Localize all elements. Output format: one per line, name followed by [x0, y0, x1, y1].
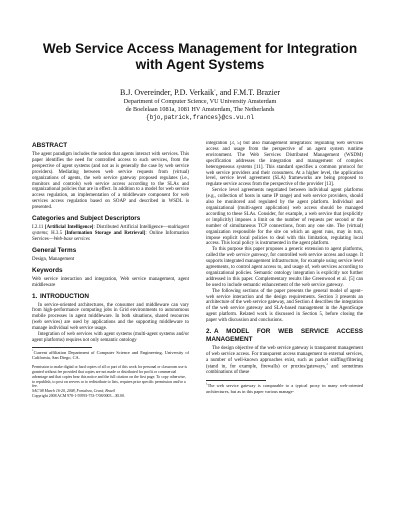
general-terms-heading: General Terms	[32, 246, 77, 254]
sec2-p-start: The design objective of the web service gateway is transparent management of web service access. For transparent access management to external services, a number of well-known approaches exist, such as packet sniffing/filtering (stand in, for example, firewalls) or proxies/gateways,	[206, 346, 363, 370]
intro-paragraph-3: integration [3, 5] but also management integration: regulating web services access and usage from the perspective of an agent system runtime environment. The Web Services Distributed Management (WSDM) specification addresses the integration and management of complex heterogeneous systems [11]. This standard specifies a common protocol for web service providers and their consumers. At a higher level, the application level, service level agreement (SLA) frameworks are being proposed to regulate service access from the perspective of the provider [13].	[206, 141, 363, 188]
intro-paragraph-2: Integration of web services with agent systems (multi-agent systems and/or agent platforms) requires not only semantic ontology	[32, 332, 189, 343]
abstract-heading: ABSTRACT	[32, 142, 68, 149]
keywords-text: Web service interaction and integration, Web service management, agent middleware	[32, 276, 189, 288]
section-2-title: A MODEL FOR WEB SERVICE ACCESS MANAGEMENT	[206, 328, 363, 344]
intro-p5-term: web service gateway	[226, 253, 268, 259]
cat-name-1: [Artificial Intelligence]	[44, 225, 94, 231]
author-footnote-text: Current affiliation Department of Computer Science and Engineering, University of California, San Diego, CA.	[32, 349, 189, 361]
footnote-1	[206, 383, 363, 394]
intro-paragraph-6: The following sections of the paper presents the general model of agent–web service interaction and the design requirements. Section 3 presents an architecture of the web service gateway, and Section 4 describes the integration of the web service gateway and SLA-based management in the AgentScape agent platform. Related work is discussed in Section 5, before closing the paper with discussion and conclusions.	[206, 288, 363, 324]
intro-paragraph-4: Service level agreements negotiated between individual agent platforms (e.g., collection of hosts in same IP range) and web service providers, should also be monitored and regulated by the agent platform. Individual and organizational (multi-agent application) web access should be managed according to these SLAs. Consider, for example, a web service that (explicitly or implicitly) imposes a limit on the number of requests per second or the number of simultaneous TCP connections, from any one site. The (virtual) organization responsible for the site on which an agent runs, may in turn, impose explicit local policies to deal with this limitation, regulating local access. This local policy is instrumented in the agent platform.	[206, 188, 363, 247]
author-footnote-mark: *	[214, 88, 216, 93]
footnote-1-number: 1	[206, 381, 208, 386]
cat-sub-1: multiagent systems	[32, 225, 189, 236]
affiliation-address: de Boelelaan 1081a, 1081 HV Amsterdam, The Netherlands	[125, 105, 275, 113]
author-footnote-mark-2: *	[32, 348, 34, 353]
copyright-venue: SAC'08 March 16-20, 2008, Fortaleza, Ceará, Brazil	[32, 388, 115, 393]
intro-p5-end: , for controlled web service access and usage. It supports integrated management infrastructure, for example using service level agreements, to control agent access to, and usage of, web services according to organizational policies. Semantic ontology integration is explicitly not further addressed in this paper. Complementary results like Greenwood et al. [5] can be used to include semantic enhancement of the web service gateway.	[206, 253, 363, 288]
footnote-rule	[32, 347, 92, 348]
intro-paragraph-5	[206, 247, 363, 288]
copyright-permission: Permission to make digital or hard copies of all or part of this work for personal or classroom use is granted without fee provided that copies are not made or distributed for profit or commercial advantage and that copies bear this notice and the full citation on the first page. To copy otherwise, to republish, to post on servers or to redistribute to lists, requires prior specific permission and/or a fee.	[32, 365, 188, 389]
authors-names: B.J. Overeinder, P.D. Verkaik	[119, 88, 215, 97]
paper-title: Web Service Access Management for Integration with Agent Systems	[42, 41, 358, 72]
cat-name-2: [Information Storage and Retrieval]	[64, 230, 146, 236]
affiliation-dept: Department of Computer Science, VU University Amsterdam	[123, 98, 277, 105]
right-column	[206, 141, 363, 509]
keywords-heading: Keywords	[32, 266, 63, 274]
cat-sub-2: Web-base services	[53, 236, 90, 242]
section-2-heading	[206, 328, 363, 344]
categories-text	[32, 225, 189, 243]
section-1-number: 1.	[32, 292, 38, 300]
copyright-acm: Copyright 2008 ACM 978-1-59593-753-7/08/0003 ...$5.00.	[32, 393, 126, 398]
section-2-number: 2.	[206, 328, 212, 336]
section-1-heading	[32, 293, 189, 301]
copyright-block	[32, 365, 189, 398]
cat-desc-2: : Online Information Services—	[32, 230, 189, 242]
categories-heading: Categories and Subject Descriptors	[32, 215, 141, 223]
sec2-p-end: and sometimes combinations of these	[206, 364, 363, 376]
section-2-paragraph	[206, 346, 363, 376]
footnote-1-text: The web service gateway is comparable to a typical proxy in many web-oriented architectures, but as in this paper various manage-	[206, 383, 363, 394]
general-terms-text: Design, Management	[32, 256, 75, 262]
intro-paragraph-1: In service-oriented architectures, the consumer and middleware can vary from high-performance computing jobs in Grid environments to autonomous mobile processes in agent middleware. In both situations, shared resources (web services) are used by applications and the supporting middleware to manage individual web service usage.	[32, 302, 189, 332]
author-footnote	[32, 350, 189, 361]
footnote-1-mark: 1	[326, 361, 328, 366]
authors-names-tail: , and F.M.T. Brazier	[215, 88, 281, 97]
author-block	[40, 88, 360, 122]
author-email: {bjo,patrick,frances}@cs.vu.nl	[145, 113, 255, 121]
left-column	[32, 142, 189, 510]
section-1-title: INTRODUCTION	[40, 292, 89, 300]
cat-code-2: ; H.3.5	[47, 230, 65, 236]
author-list	[40, 88, 360, 98]
abstract-text: The agent paradigm includes the notion that agents interact with services. This paper identifies the need for controlled access to such services, from the perspective of agent systems (and not as is generally the case by web service providers). Mediating between web service requests from (virtual) organizations of agents, the web service gateway proposed regulates (i.e., monitors and controls) web service access according to the SLAs and organizational policies that are in effect. In addition to a model for web service access regulation, an implementation of a middleware component for web services access regulation based on SOAP and described in WSDL is presented.	[32, 152, 189, 211]
cat-desc-1: : Distributed Artificial Intelligence—	[93, 225, 168, 231]
intro-p5-start: To this purpose this paper proposes a generic extension to agent platforms, called the	[206, 247, 363, 259]
cat-code-1: I.2.11	[32, 225, 45, 231]
footnote-rule-right	[206, 380, 266, 381]
